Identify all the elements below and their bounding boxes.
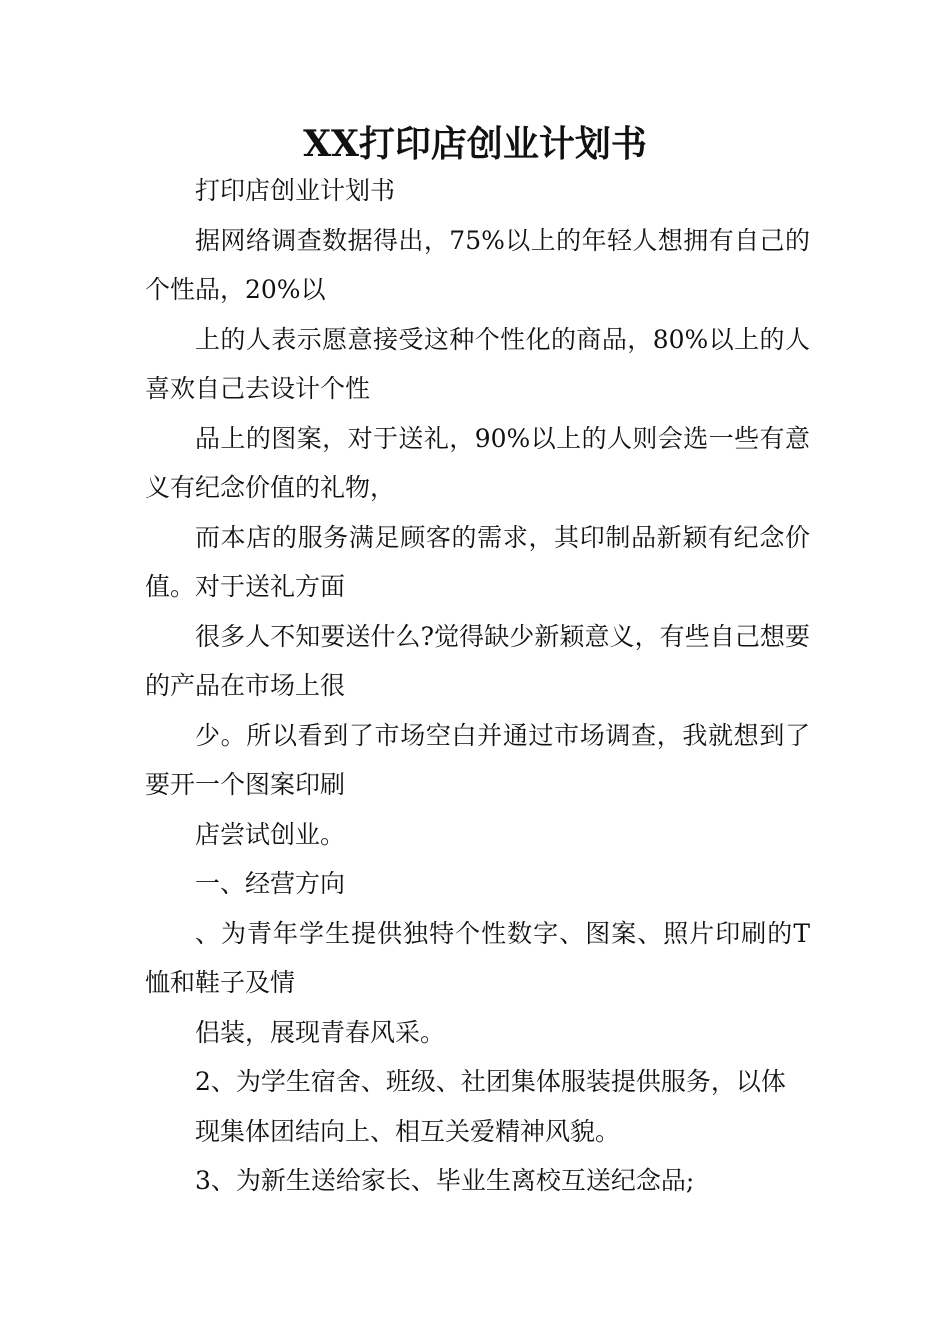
paragraph-item-1-cont: 侣装，展现青春风采。 — [195, 1017, 446, 1047]
paragraph-market-gap: 少。所以看到了市场空白并通过市场调查，我就想到了要开一个图案印刷 — [145, 720, 810, 799]
section-heading-business-direction: 一、经营方向 — [195, 869, 346, 898]
paragraph-subtitle: 打印店创业计划书 — [195, 176, 396, 205]
paragraph-service: 而本店的服务满足顾客的需求，其印制品新颖有纪念价值。对于送礼方面 — [145, 522, 810, 601]
paragraph-startup: 店尝试创业。 — [195, 819, 346, 849]
paragraph-gift: 很多人不知要送什么?觉得缺少新颖意义，有些自己想要的产品在市场上很 — [145, 621, 810, 700]
paragraph-survey-2: 上的人表示愿意接受这种个性化的商品，80%以上的人喜欢自己去设计个性 — [145, 324, 810, 403]
paragraph-item-2: 2、为学生宿舍、班级、社团集体服装提供服务，以体 — [195, 1067, 786, 1096]
document-body — [145, 166, 810, 1206]
paragraph-survey-3: 品上的图案，对于送礼，90%以上的人则会选一些有意义有纪念价值的礼物， — [145, 423, 810, 502]
document-title: XX打印店创业计划书 — [303, 123, 647, 165]
paragraph-item-3: 3、为新生送给家长、毕业生离校互送纪念品; — [195, 1166, 695, 1195]
paragraph-item-2-cont: 现集体团结向上、相互关爱精神风貌。 — [195, 1116, 621, 1146]
paragraph-survey-1: 据网络调查数据得出，75%以上的年轻人想拥有自己的个性品，20%以 — [145, 225, 810, 304]
paragraph-item-1: 、为青年学生提供独特个性数字、图案、照片印刷的T恤和鞋子及情 — [145, 918, 810, 997]
